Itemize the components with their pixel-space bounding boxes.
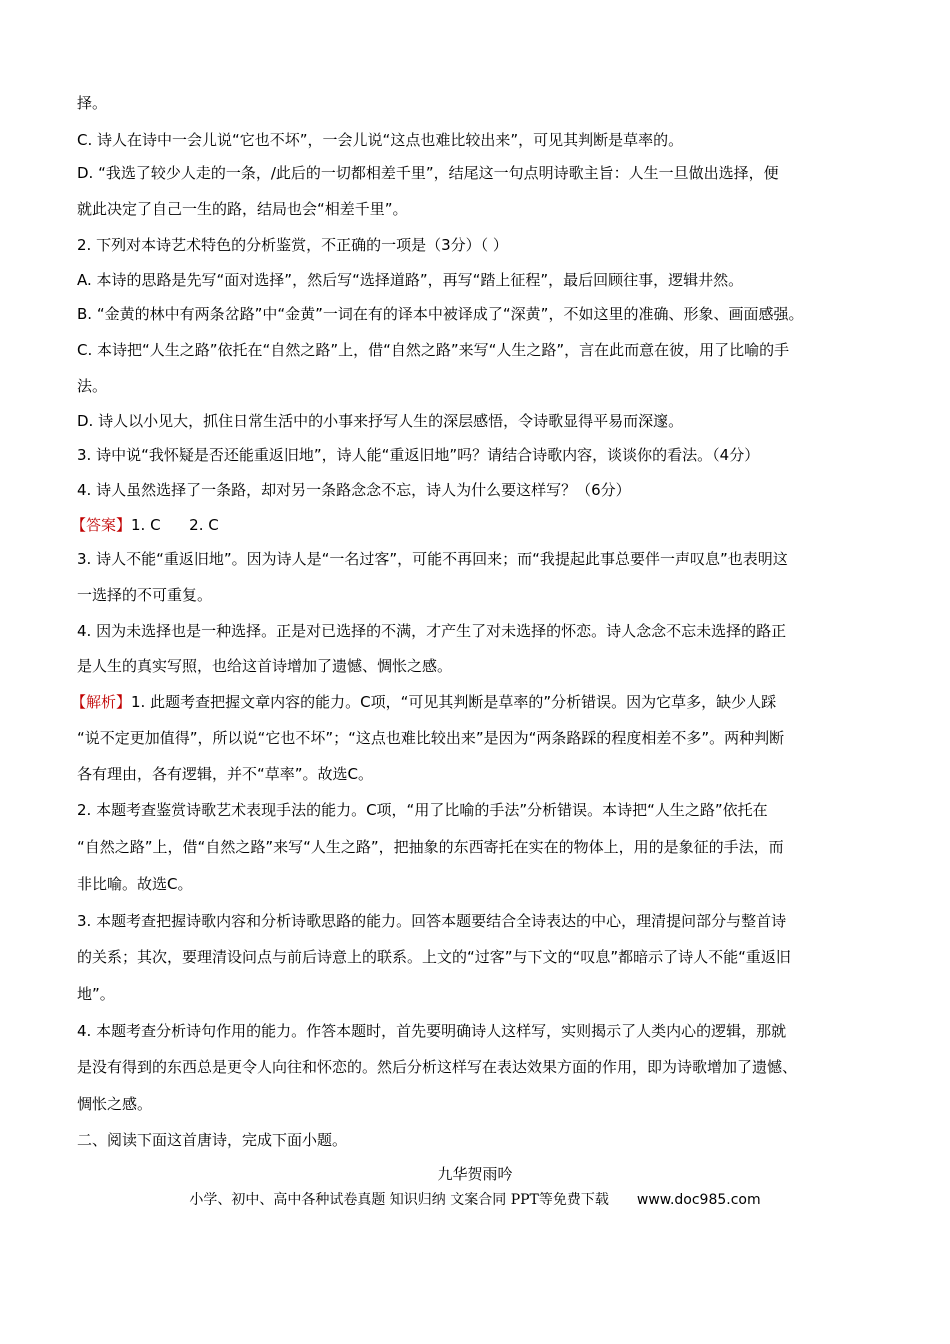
analysis-text: 1. 此题考查把握文章内容的能力。C项，“可见其判断是草率的”分析错误。因为它草多，缺少人踩 (131, 693, 777, 711)
analysis-text: 惆怅之感。 (77, 1095, 153, 1113)
answer-text: 3. 诗人不能“重返旧地”。因为诗人是“一名过客”，可能不再回来；而“我提起此事总要伴一声叹息”也表明这 (77, 550, 788, 568)
option-c: C. 本诗把“人生之路”依托在“自然之路”上，借“自然之路”来写“人生之路”，言在此而意在彼，用了比喻的手 (77, 341, 790, 359)
analysis-text: 4. 本题考查分析诗句作用的能力。作答本题时，首先要明确诗人这样写，实则揭示了人类内心的逻辑，那就 (77, 1022, 787, 1040)
analysis-text: “说不定更加值得”，所以说“它也不坏”；“这点也难比较出来”是因为“两条路踩的程度相差不多”。两种判断 (77, 729, 785, 747)
answer-text: 4. 因为未选择也是一种选择。正是对已选择的不满，才产生了对未选择的怀恋。诗人念念不忘未选择的路正 (77, 622, 787, 640)
analysis-text: 地”。 (77, 985, 115, 1003)
analysis-text: 2. 本题考查鉴赏诗歌艺术表现手法的能力。C项，“用了比喻的手法”分析错误。本诗把“人生之路”依托在 (77, 801, 768, 819)
answer-text: 是人生的真实写照，也给这首诗增加了遗憾、惆怅之感。 (77, 657, 453, 675)
analysis-text: “自然之路”上，借“自然之路”来写“人生之路”，把抽象的东西寄托在实在的物体上，用的是象征的手法，而 (77, 838, 784, 856)
page-footer (0, 1190, 950, 1210)
text-line: 法。 (77, 377, 108, 395)
question-4: 4. 诗人虽然选择了一条路，却对另一条路念念不忘，诗人为什么要这样写？（6分） (77, 481, 631, 499)
footer-url[interactable]: www.doc985.com (636, 1192, 761, 1208)
answer-text: 一选择的不可重复。 (77, 586, 213, 604)
text-line: 就此决定了自己一生的路，结局也会“相差千里”。 (77, 200, 408, 218)
question-3: 3. 诗中说“我怀疑是否还能重返旧地”，诗人能“重返旧地”吗？请结合诗歌内容，谈谈你的看法。（4分） (77, 446, 760, 464)
option-d: D. “我选了较少人走的一条，/此后的一切都相差千里”，结尾这一句点明诗歌主旨：人生一旦做出选择，便 (77, 164, 779, 182)
analysis-text: 是没有得到的东西总是更令人向往和怀恋的。然后分析这样写在表达效果方面的作用，即为诗歌增加了遗憾、 (77, 1058, 798, 1076)
answer-tag: 【答案】 (71, 516, 132, 534)
answer-choices: 1. C 2. C (131, 516, 219, 534)
option-d: D. 诗人以小见大，抓住日常生活中的小事来抒写人生的深层感悟，令诗歌显得平易而深邃。 (77, 412, 684, 430)
analysis-text: 非比喻。故选C。 (77, 875, 193, 893)
text-line: 择。 (77, 94, 108, 112)
analysis-text: 3. 本题考查把握诗歌内容和分析诗歌思路的能力。回答本题要结合全诗表达的中心，理清提问部分与整首诗 (77, 912, 787, 930)
footer-text: 小学、初中、高中各种试卷真题 知识归纳 文案合同 PPT等免费下载 (189, 1192, 609, 1208)
analysis-tag: 【解析】 (71, 693, 132, 711)
option-a: A. 本诗的思路是先写“面对选择”，然后写“选择道路”，再写“踏上征程”，最后回顾往事，逻辑井然。 (77, 271, 744, 289)
option-c: C. 诗人在诗中一会儿说“它也不坏”，一会儿说“这点也难比较出来”，可见其判断是草率的。 (77, 131, 684, 149)
option-b: B. “金黄的林中有两条岔路”中“金黄”一词在有的译本中被译成了“深黄”，不如这里的准确、形象、画面感强。 (77, 305, 804, 323)
section-heading: 二、阅读下面这首唐诗，完成下面小题。 (77, 1131, 348, 1149)
question-2: 2. 下列对本诗艺术特色的分析鉴赏，不正确的一项是（3分）（ ） (77, 236, 508, 254)
analysis-line (71, 692, 881, 712)
analysis-text: 的关系；其次，要理清设问点与前后诗意上的联系。上文的“过客”与下文的“叹息”都暗示了诗人不能“重返旧 (77, 948, 791, 966)
analysis-text: 各有理由，各有逻辑，并不“草率”。故选C。 (77, 765, 374, 783)
poem-title: 九华贺雨吟 (437, 1165, 513, 1183)
answer-line (71, 515, 881, 535)
